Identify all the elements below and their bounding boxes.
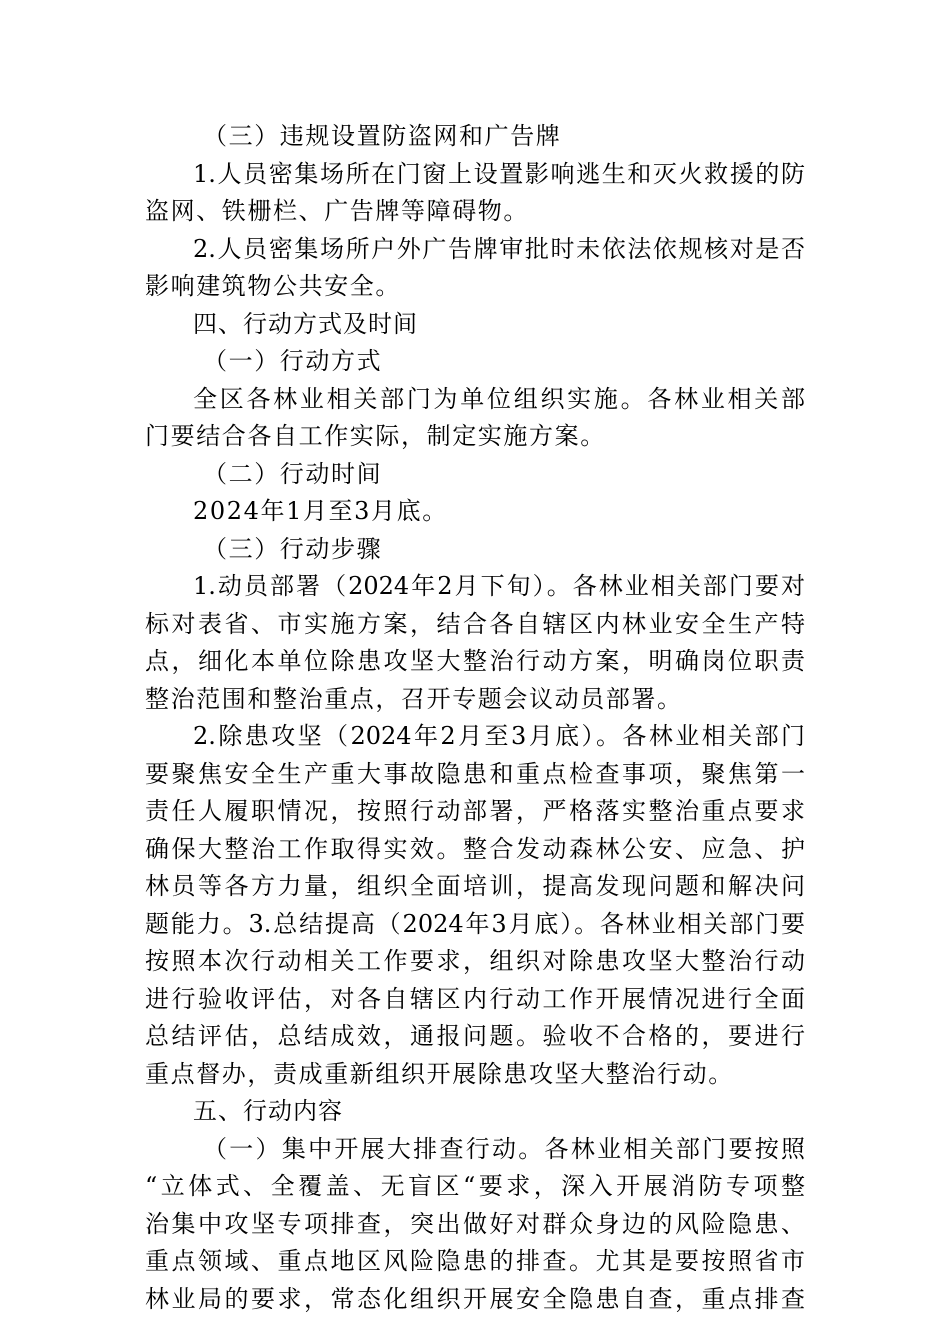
paragraph-line: 题能力。3.总结提高（2024年3月底）。各林业相关部门要 [145,909,805,938]
section-heading-action-method-time: 四、行动方式及时间 [193,309,418,338]
paragraph-line: 总结评估，总结成效，通报问题。验收不合格的，要进行 [145,1022,805,1050]
paragraph-line: 进行验收评估，对各自辖区内行动工作开展情况进行全面 [145,984,805,1013]
section-heading-action-content: 五、行动内容 [193,1097,343,1125]
paragraph-line: 责任人履职情况，按照行动部署，严格落实整治重点要求 [145,797,805,825]
paragraph-line: 1.动员部署（2024年2月下旬）。各林业相关部门要对 [193,572,805,600]
paragraph-line: “立体式、全覆盖、无盲区“要求，深入开展消防专项整 [145,1172,805,1200]
paragraph-line: （一）集中开展大排查行动。各林业相关部门要按照 [203,1134,805,1163]
paragraph-line: 全区各林业相关部门为单位组织实施。各林业相关部 [193,384,805,413]
paragraph-line: 确保大整治工作取得实效。整合发动森林公安、应急、护 [145,834,805,863]
paragraph-line: 林员等各方力量，组织全面培训，提高发现问题和解决问 [145,872,805,900]
paragraph-line: 影响建筑物公共安全。 [145,272,401,300]
subheading-action-steps: （三）行动步骤 [203,534,383,563]
paragraph-line: 点，细化本单位除患攻坚大整治行动方案，明确岗位职责 [145,647,805,675]
paragraph-line: 盗网、铁栅栏、广告牌等障碍物。 [145,197,529,225]
document-page [145,118,805,1318]
paragraph-line: 2.人员密集场所户外广告牌审批时未依法依规核对是否 [193,234,805,263]
paragraph-line: 1.人员密集场所在门窗上设置影响逃生和灭火救援的防 [193,159,805,188]
subheading-action-time: （二）行动时间 [203,459,383,488]
paragraph-line: 要聚焦安全生产重大事故隐患和重点检查事项，聚焦第一 [145,759,805,788]
paragraph-line: 门要结合各自工作实际，制定实施方案。 [145,422,606,450]
paragraph-line: 2024年1月至3月底。 [193,497,448,525]
subheading-illegal-bars-billboards: （三）违规设置防盗网和广告牌 [203,122,562,150]
subheading-action-method: （一）行动方式 [203,347,383,375]
paragraph-line: 治集中攻坚专项排查，突出做好对群众身边的风险隐患、 [145,1209,805,1238]
paragraph-line: 标对表省、市实施方案，结合各自辖区内林业安全生产特 [145,609,805,638]
paragraph-line: 按照本次行动相关工作要求，组织对除患攻坚大整治行动 [145,947,805,975]
paragraph-line: 林业局的要求，常态化组织开展安全隐患自查，重点排查 [145,1284,805,1313]
paragraph-line: 重点督办，责成重新组织开展除患攻坚大整治行动。 [145,1059,734,1088]
paragraph-line: 2.除患攻坚（2024年2月至3月底）。各林业相关部门 [193,722,805,750]
paragraph-line: 重点领域、重点地区风险隐患的排查。尤其是要按照省市 [145,1247,805,1275]
paragraph-line: 整治范围和整治重点，召开专题会议动员部署。 [145,684,683,713]
